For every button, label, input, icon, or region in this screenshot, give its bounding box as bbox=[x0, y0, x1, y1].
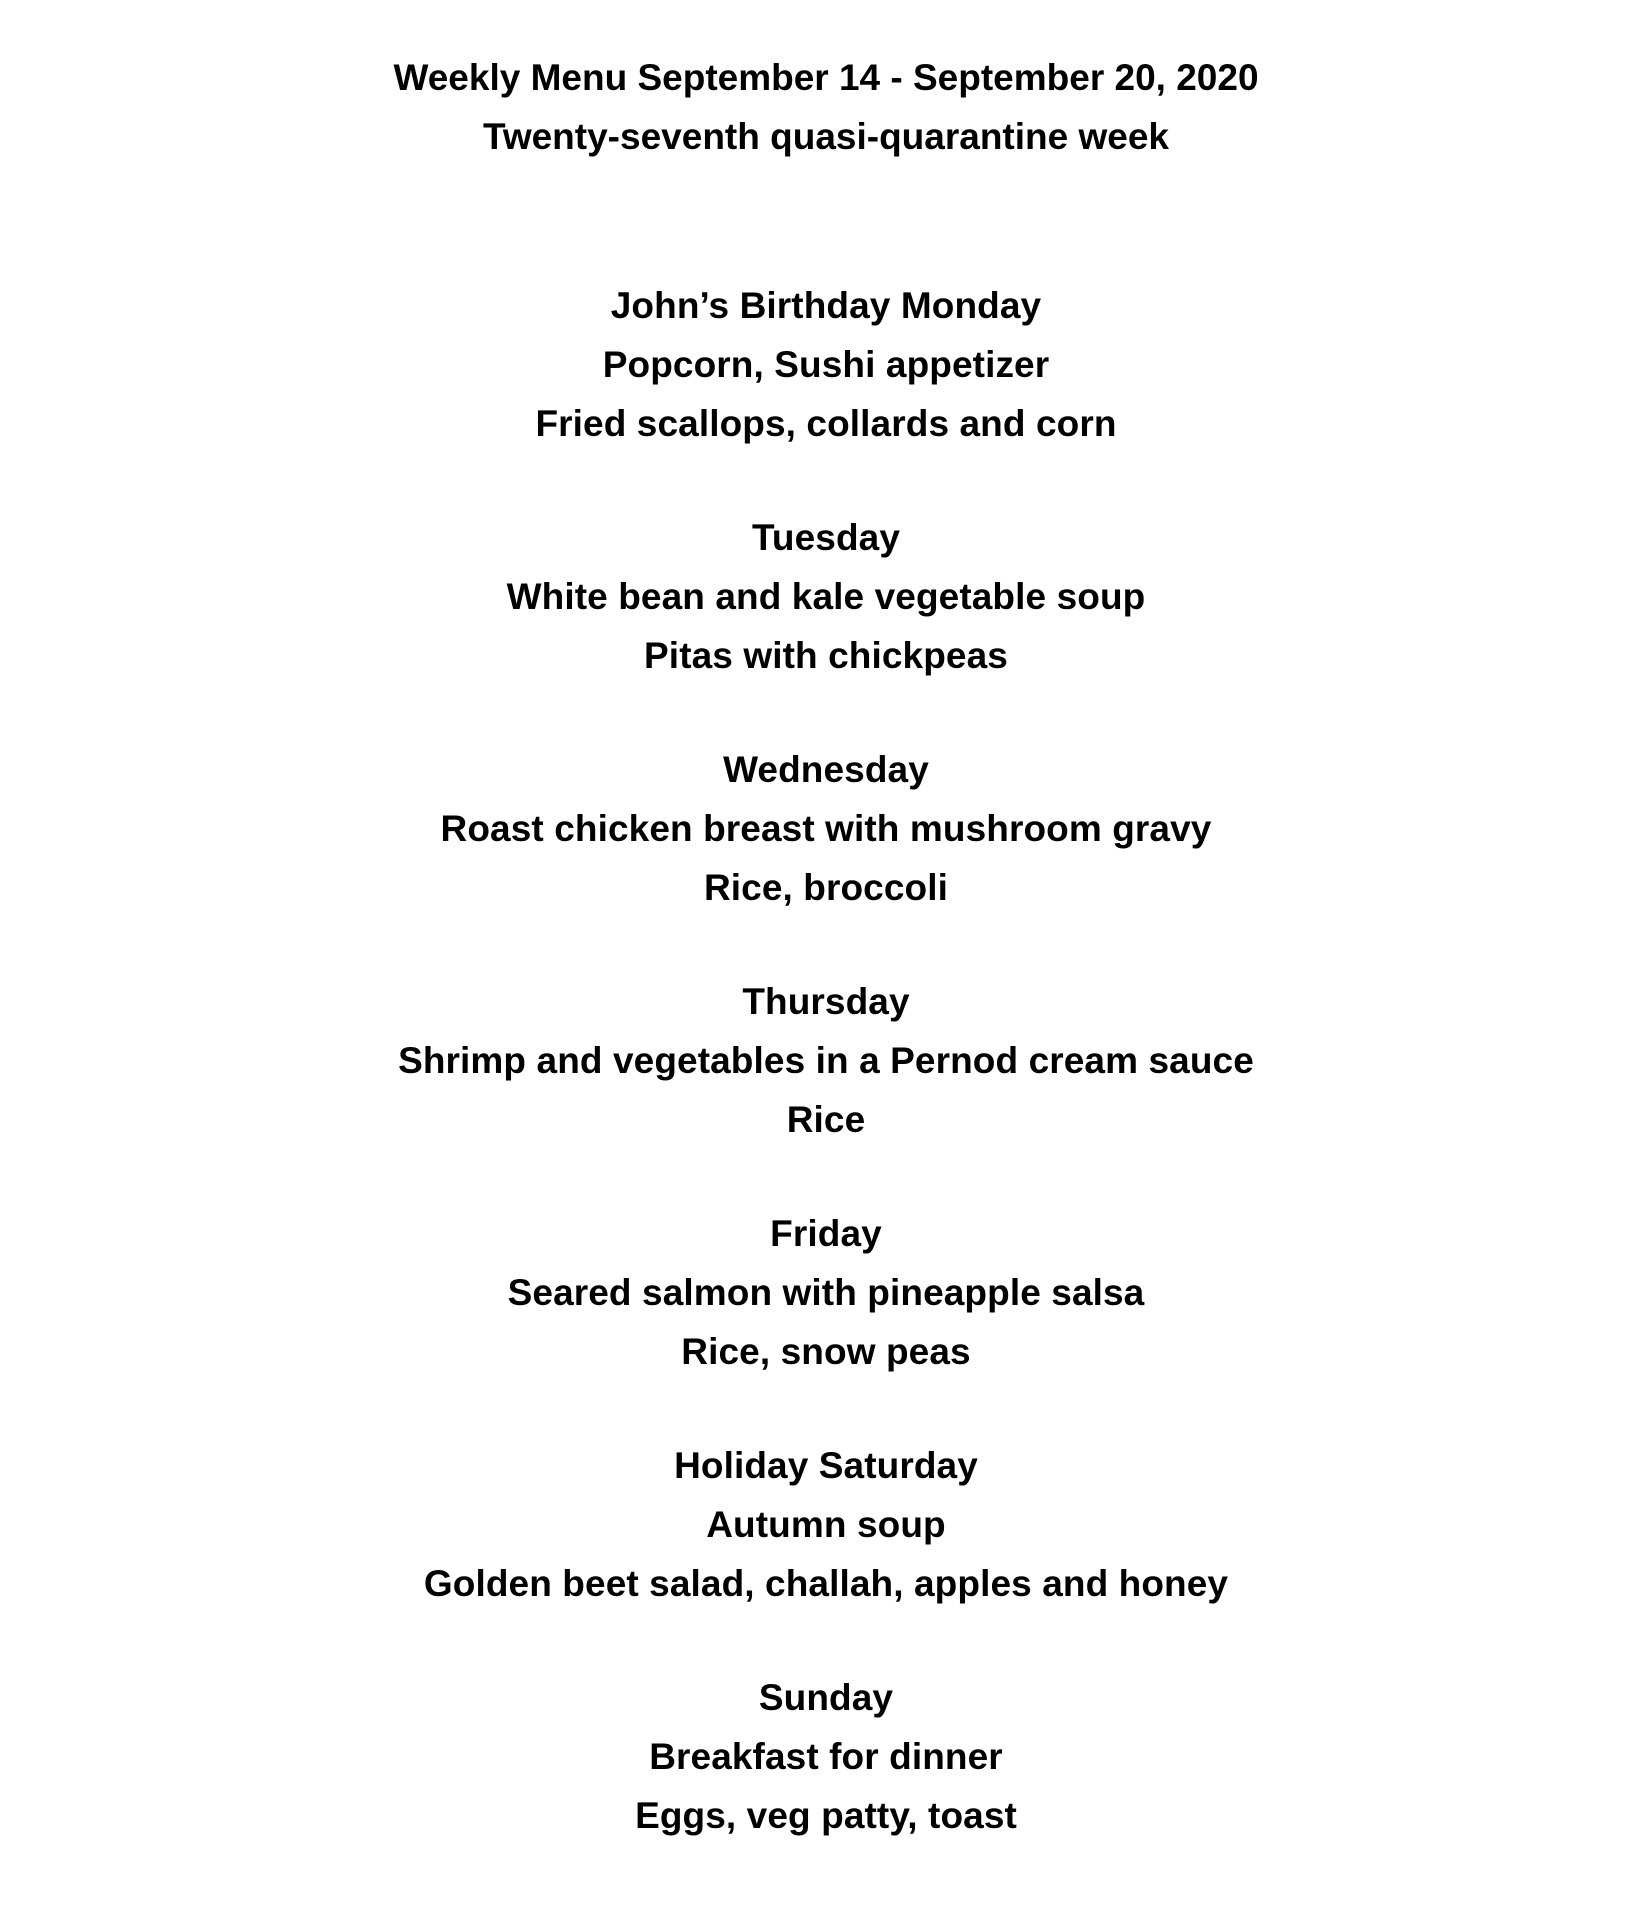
day-heading: Wednesday bbox=[723, 749, 929, 790]
day-entry-tuesday bbox=[80, 508, 1572, 685]
day-dish-line: Autumn soup bbox=[706, 1504, 946, 1545]
day-dish-line: Rice, snow peas bbox=[681, 1331, 971, 1372]
day-dish-line: Popcorn, Sushi appetizer bbox=[602, 344, 1050, 385]
day-dish-line: Rice bbox=[786, 1099, 866, 1140]
day-entry-monday bbox=[80, 276, 1572, 453]
menu-header bbox=[80, 48, 1572, 166]
day-heading: Friday bbox=[770, 1213, 882, 1254]
weekly-menu bbox=[80, 48, 1572, 1845]
day-entry-saturday bbox=[80, 1436, 1572, 1613]
page-title: Weekly Menu September 14 - September 20, 2020 bbox=[393, 57, 1259, 98]
page-subtitle: Twenty-seventh quasi-quarantine week bbox=[482, 116, 1170, 157]
day-dish-line: White bean and kale vegetable soup bbox=[506, 576, 1146, 617]
day-entry-wednesday bbox=[80, 740, 1572, 917]
day-dish-line: Breakfast for dinner bbox=[649, 1736, 1003, 1777]
day-entry-friday bbox=[80, 1204, 1572, 1381]
day-heading: Sunday bbox=[758, 1677, 894, 1718]
day-heading: John’s Birthday Monday bbox=[610, 285, 1042, 326]
day-dish-line: Eggs, veg patty, toast bbox=[635, 1795, 1017, 1836]
day-dish-line: Shrimp and vegetables in a Pernod cream sauce bbox=[398, 1040, 1254, 1081]
day-dish-line: Golden beet salad, challah, apples and honey bbox=[423, 1563, 1229, 1604]
day-dish-line: Pitas with chickpeas bbox=[644, 635, 1008, 676]
day-dish-line: Seared salmon with pineapple salsa bbox=[507, 1272, 1145, 1313]
day-heading: Thursday bbox=[742, 981, 910, 1022]
day-entry-sunday bbox=[80, 1668, 1572, 1845]
day-heading: Tuesday bbox=[751, 517, 901, 558]
day-heading: Holiday Saturday bbox=[674, 1445, 978, 1486]
day-dish-line: Fried scallops, collards and corn bbox=[535, 403, 1117, 444]
day-dish-line: Roast chicken breast with mushroom gravy bbox=[440, 808, 1212, 849]
header-spacer bbox=[80, 166, 1572, 221]
day-entry-thursday bbox=[80, 972, 1572, 1149]
day-dish-line: Rice, broccoli bbox=[703, 867, 949, 908]
